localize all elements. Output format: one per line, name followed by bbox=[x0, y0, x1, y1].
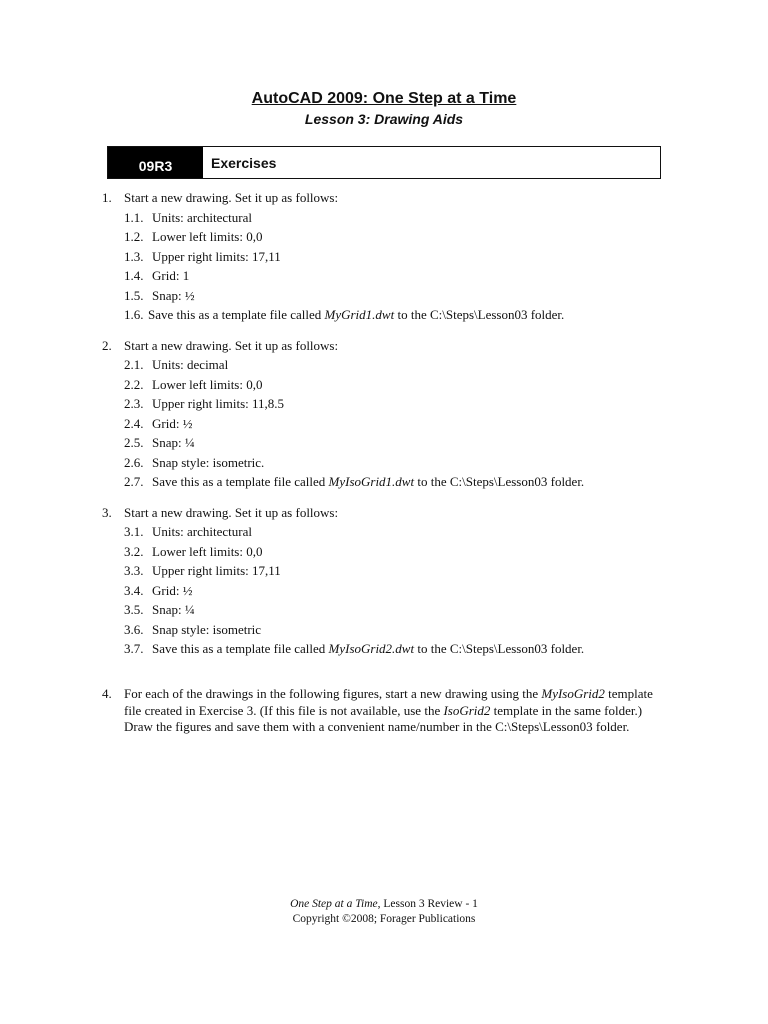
exercise-1 bbox=[102, 188, 662, 208]
exercise-text: Start a new drawing. Set it up as follows: bbox=[124, 190, 339, 205]
exercise-text: Start a new drawing. Set it up as follows: bbox=[124, 504, 339, 520]
template-filename: MyIsoGrid2.dwt bbox=[328, 641, 415, 656]
exercise-text: For each of the drawings in the following figures, start a new drawing using the MyIsoGrid2 template file created in Exercise 3. (If this file is not available, use the IsoGrid2 template in the same folder.) Draw the figures and save them with a convenient name/number in the C:\Steps\Lesson03 folder. bbox=[124, 686, 653, 734]
step: 2.1. Units: decimal bbox=[124, 357, 229, 372]
exercise-list bbox=[102, 188, 662, 659]
step: 3.1. Units: architectural bbox=[124, 524, 252, 539]
section-banner bbox=[107, 146, 661, 179]
template-filename: MyGrid1.dwt bbox=[324, 307, 395, 322]
page-footer bbox=[0, 897, 768, 927]
save-step: 3.7. Save this as a template file called MyIsoGrid2.dwt to the C:\Steps\Lesson03 folder. bbox=[124, 641, 585, 656]
step: 3.2. Lower left limits: 0,0 bbox=[124, 543, 263, 559]
page-title: AutoCAD 2009: One Step at a Time bbox=[251, 90, 517, 107]
step: 3.4. Grid: ½ bbox=[124, 582, 193, 598]
step: 2.3. Upper right limits: 11,8.5 bbox=[124, 396, 285, 411]
step: 3.3. Upper right limits: 17,11 bbox=[124, 563, 281, 578]
footer-page-line: One Step at a Time, Lesson 3 Review - 1 bbox=[290, 898, 478, 910]
lesson-subtitle: Lesson 3: Drawing Aids bbox=[304, 111, 464, 127]
exercise-3 bbox=[102, 503, 662, 523]
exercise-number: 2. bbox=[102, 337, 112, 353]
section-code: 09R3 bbox=[108, 147, 203, 178]
save-step: 1.6. Save this as a template file called MyGrid1.dwt to the C:\Steps\Lesson03 folder. bbox=[124, 307, 565, 322]
template-name: IsoGrid2 bbox=[443, 702, 491, 718]
step: 1.4. Grid: 1 bbox=[124, 268, 190, 283]
exercise-4 bbox=[102, 686, 662, 736]
step: 3.5. Snap: ¼ bbox=[124, 602, 195, 617]
step: 1.3. Upper right limits: 17,11 bbox=[124, 248, 281, 264]
template-filename: MyIsoGrid1.dwt bbox=[328, 474, 415, 489]
save-step: 2.7. Save this as a template file called MyIsoGrid1.dwt to the C:\Steps\Lesson03 folder. bbox=[124, 474, 585, 489]
section-label: Exercises bbox=[211, 154, 277, 171]
step: 2.2. Lower left limits: 0,0 bbox=[124, 376, 263, 392]
exercise-number: 4. bbox=[102, 686, 112, 701]
footer-copyright: Copyright ©2008; Forager Publications bbox=[292, 913, 476, 925]
step: 1.2. Lower left limits: 0,0 bbox=[124, 229, 263, 244]
step: 2.4. Grid: ½ bbox=[124, 415, 193, 431]
step: 1.5. Snap: ½ bbox=[124, 287, 195, 303]
exercise-number: 3. bbox=[102, 504, 112, 520]
step: 1.1. Units: architectural bbox=[124, 209, 252, 225]
exercise-number: 1. bbox=[102, 190, 112, 205]
step: 2.5. Snap: ¼ bbox=[124, 435, 195, 450]
step: 2.6. Snap style: isometric. bbox=[124, 454, 265, 470]
step: 3.6. Snap style: isometric bbox=[124, 621, 262, 637]
exercise-2 bbox=[102, 336, 662, 356]
template-name: MyIsoGrid2 bbox=[541, 686, 605, 701]
exercise-text: Start a new drawing. Set it up as follows: bbox=[124, 337, 339, 353]
